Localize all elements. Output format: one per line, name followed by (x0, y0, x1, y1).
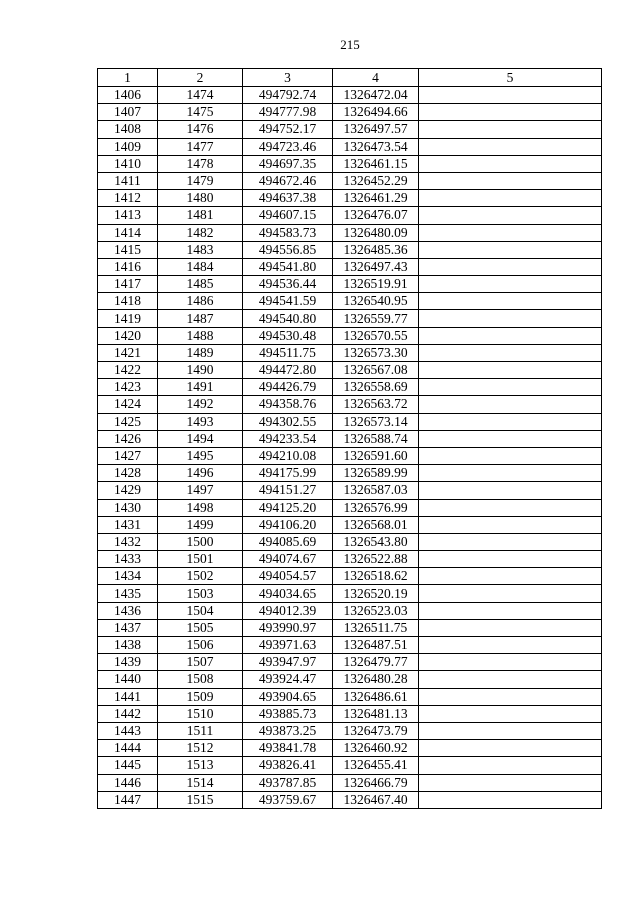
table-cell: 494085.69 (243, 533, 333, 550)
table-cell: 1326523.03 (333, 602, 419, 619)
table-row (98, 310, 602, 327)
table-row (98, 224, 602, 241)
table-cell: 1326466.79 (333, 774, 419, 791)
table-cell: 1492 (158, 396, 243, 413)
table-cell (419, 602, 602, 619)
table-cell (419, 774, 602, 791)
table-cell: 493759.67 (243, 791, 333, 808)
table-cell (419, 138, 602, 155)
table-row (98, 327, 602, 344)
table-row (98, 87, 602, 104)
table-cell: 1482 (158, 224, 243, 241)
table-cell: 1420 (98, 327, 158, 344)
table-cell: 1326486.61 (333, 688, 419, 705)
table-cell: 494540.80 (243, 310, 333, 327)
table-cell: 493947.97 (243, 654, 333, 671)
table-cell: 1507 (158, 654, 243, 671)
table-cell: 494530.48 (243, 327, 333, 344)
table-row (98, 465, 602, 482)
table-cell: 1500 (158, 533, 243, 550)
table-cell: 1416 (98, 258, 158, 275)
table-cell: 1326576.99 (333, 499, 419, 516)
table-row (98, 740, 602, 757)
table-cell: 1483 (158, 241, 243, 258)
table-row (98, 258, 602, 275)
table-cell: 493924.47 (243, 671, 333, 688)
table-row (98, 637, 602, 654)
table-cell: 494607.15 (243, 207, 333, 224)
table-cell: 494637.38 (243, 190, 333, 207)
table-cell (419, 551, 602, 568)
table-cell: 494426.79 (243, 379, 333, 396)
table-row (98, 190, 602, 207)
table-cell: 1326591.60 (333, 447, 419, 464)
table-cell (419, 722, 602, 739)
table-cell: 1427 (98, 447, 158, 464)
table-cell (419, 654, 602, 671)
table-body (98, 87, 602, 809)
table-cell: 1446 (98, 774, 158, 791)
table-row (98, 172, 602, 189)
table-cell: 494358.76 (243, 396, 333, 413)
table-cell (419, 190, 602, 207)
table-cell: 1417 (98, 276, 158, 293)
table-cell: 1326558.69 (333, 379, 419, 396)
table-cell: 494583.73 (243, 224, 333, 241)
table-cell (419, 310, 602, 327)
table-cell: 1326481.13 (333, 705, 419, 722)
table-row (98, 516, 602, 533)
table-row (98, 447, 602, 464)
table-cell: 1429 (98, 482, 158, 499)
table-cell: 1512 (158, 740, 243, 757)
table-row (98, 293, 602, 310)
table-cell: 1326588.74 (333, 430, 419, 447)
table-cell: 1408 (98, 121, 158, 138)
table-cell (419, 121, 602, 138)
table-cell: 494541.59 (243, 293, 333, 310)
table-cell: 1326497.57 (333, 121, 419, 138)
table-cell: 1477 (158, 138, 243, 155)
table-cell (419, 516, 602, 533)
table-cell: 1447 (98, 791, 158, 808)
table-cell (419, 585, 602, 602)
table-cell: 1506 (158, 637, 243, 654)
table-cell (419, 791, 602, 808)
table-row (98, 138, 602, 155)
table-row (98, 499, 602, 516)
table-cell: 1497 (158, 482, 243, 499)
table-cell: 1326472.04 (333, 87, 419, 104)
table-cell: 494556.85 (243, 241, 333, 258)
table-cell: 1326473.54 (333, 138, 419, 155)
table-cell: 494074.67 (243, 551, 333, 568)
table-row (98, 241, 602, 258)
table-cell: 493826.41 (243, 757, 333, 774)
table-header-row (98, 69, 602, 87)
table-row (98, 362, 602, 379)
table-cell: 1441 (98, 688, 158, 705)
table-cell: 494541.80 (243, 258, 333, 275)
table-cell: 494697.35 (243, 155, 333, 172)
table-cell: 1493 (158, 413, 243, 430)
table-cell: 1422 (98, 362, 158, 379)
table-cell: 1419 (98, 310, 158, 327)
table-cell: 1424 (98, 396, 158, 413)
table-cell (419, 155, 602, 172)
table-cell (419, 172, 602, 189)
table-cell: 1326494.66 (333, 104, 419, 121)
column-header: 4 (333, 69, 419, 87)
table-cell (419, 482, 602, 499)
table-cell: 1418 (98, 293, 158, 310)
table-cell (419, 258, 602, 275)
table-row (98, 757, 602, 774)
table-cell: 1326473.79 (333, 722, 419, 739)
table-row (98, 413, 602, 430)
table-cell: 1437 (98, 619, 158, 636)
table-cell: 1410 (98, 155, 158, 172)
table-cell: 1504 (158, 602, 243, 619)
table-cell (419, 104, 602, 121)
table-cell: 494777.98 (243, 104, 333, 121)
table-cell: 1476 (158, 121, 243, 138)
table-row (98, 207, 602, 224)
table-cell (419, 396, 602, 413)
table-cell: 1513 (158, 757, 243, 774)
table-cell: 494723.46 (243, 138, 333, 155)
table-cell: 1326455.41 (333, 757, 419, 774)
table-row (98, 344, 602, 361)
table-cell: 1479 (158, 172, 243, 189)
table-cell (419, 740, 602, 757)
table-cell: 1326467.40 (333, 791, 419, 808)
table-cell: 494752.17 (243, 121, 333, 138)
table-cell: 1326480.09 (333, 224, 419, 241)
table-cell (419, 533, 602, 550)
table-cell: 494511.75 (243, 344, 333, 361)
table-cell: 1326520.19 (333, 585, 419, 602)
table-cell: 1484 (158, 258, 243, 275)
table-cell: 1510 (158, 705, 243, 722)
table-cell (419, 757, 602, 774)
table-cell: 494151.27 (243, 482, 333, 499)
table-cell: 1326573.14 (333, 413, 419, 430)
table-cell: 494125.20 (243, 499, 333, 516)
column-header: 2 (158, 69, 243, 87)
table-cell: 1421 (98, 344, 158, 361)
table-cell: 1326543.80 (333, 533, 419, 550)
table-cell: 493873.25 (243, 722, 333, 739)
table-row (98, 482, 602, 499)
table-cell (419, 447, 602, 464)
table-cell: 1438 (98, 637, 158, 654)
table-cell: 1435 (98, 585, 158, 602)
table-cell: 1326460.92 (333, 740, 419, 757)
page-number: 215 (340, 37, 360, 52)
table-cell: 1440 (98, 671, 158, 688)
table-row (98, 551, 602, 568)
table-cell: 1474 (158, 87, 243, 104)
table-cell: 1326497.43 (333, 258, 419, 275)
table-cell: 1488 (158, 327, 243, 344)
table-cell: 1415 (98, 241, 158, 258)
table-cell: 1434 (98, 568, 158, 585)
table-cell (419, 276, 602, 293)
table-cell: 1445 (98, 757, 158, 774)
table-row (98, 705, 602, 722)
table-cell: 1487 (158, 310, 243, 327)
table-cell: 1501 (158, 551, 243, 568)
table-cell: 1326479.77 (333, 654, 419, 671)
table-cell: 1443 (98, 722, 158, 739)
table-cell: 1444 (98, 740, 158, 757)
table-cell: 493787.85 (243, 774, 333, 791)
table-cell: 1439 (98, 654, 158, 671)
table-cell: 1406 (98, 87, 158, 104)
table-cell: 494233.54 (243, 430, 333, 447)
table-cell: 1326559.77 (333, 310, 419, 327)
table-cell (419, 413, 602, 430)
table-row (98, 568, 602, 585)
table-row (98, 722, 602, 739)
table-cell: 494672.46 (243, 172, 333, 189)
table-cell: 1326452.29 (333, 172, 419, 189)
table-cell (419, 430, 602, 447)
table-cell: 1326589.99 (333, 465, 419, 482)
table-cell: 1430 (98, 499, 158, 516)
table-cell: 494792.74 (243, 87, 333, 104)
table-row (98, 533, 602, 550)
table-cell: 1414 (98, 224, 158, 241)
table-row (98, 671, 602, 688)
table-cell: 1326573.30 (333, 344, 419, 361)
table-cell: 1423 (98, 379, 158, 396)
table-cell: 1326568.01 (333, 516, 419, 533)
table-cell: 1326487.51 (333, 637, 419, 654)
table-row (98, 654, 602, 671)
table-cell (419, 344, 602, 361)
table-row (98, 791, 602, 808)
table-cell: 1486 (158, 293, 243, 310)
table-cell: 1432 (98, 533, 158, 550)
table-cell: 493841.78 (243, 740, 333, 757)
table-cell: 1426 (98, 430, 158, 447)
table-cell: 1503 (158, 585, 243, 602)
table-cell: 1326485.36 (333, 241, 419, 258)
table-row (98, 774, 602, 791)
table-cell: 1326519.91 (333, 276, 419, 293)
table-cell: 494054.57 (243, 568, 333, 585)
table-cell: 1498 (158, 499, 243, 516)
table-cell: 493990.97 (243, 619, 333, 636)
table-cell: 1433 (98, 551, 158, 568)
coordinates-table (97, 68, 602, 809)
table-cell: 1326476.07 (333, 207, 419, 224)
table-cell: 1494 (158, 430, 243, 447)
table-cell: 1475 (158, 104, 243, 121)
table-cell: 494175.99 (243, 465, 333, 482)
table-row (98, 396, 602, 413)
table-cell: 1326511.75 (333, 619, 419, 636)
table-cell: 1442 (98, 705, 158, 722)
table-cell (419, 619, 602, 636)
table-cell: 1425 (98, 413, 158, 430)
table-cell: 494302.55 (243, 413, 333, 430)
table-cell (419, 224, 602, 241)
table-cell: 1509 (158, 688, 243, 705)
table-cell (419, 293, 602, 310)
table-cell: 494012.39 (243, 602, 333, 619)
table-cell: 1499 (158, 516, 243, 533)
table-cell: 1511 (158, 722, 243, 739)
table-row (98, 585, 602, 602)
table-cell: 494034.65 (243, 585, 333, 602)
table-cell: 1491 (158, 379, 243, 396)
table-cell: 1514 (158, 774, 243, 791)
table-cell: 1502 (158, 568, 243, 585)
table-cell: 1496 (158, 465, 243, 482)
table-cell: 1508 (158, 671, 243, 688)
table-cell (419, 379, 602, 396)
column-header: 5 (419, 69, 602, 87)
table-row (98, 155, 602, 172)
table-cell: 1326587.03 (333, 482, 419, 499)
column-header: 1 (98, 69, 158, 87)
table-cell: 1411 (98, 172, 158, 189)
table-cell: 1326567.08 (333, 362, 419, 379)
table-cell (419, 241, 602, 258)
table-row (98, 619, 602, 636)
table-row (98, 104, 602, 121)
table-cell: 1326480.28 (333, 671, 419, 688)
table-cell: 1485 (158, 276, 243, 293)
table-cell: 1481 (158, 207, 243, 224)
table-cell (419, 637, 602, 654)
table-cell: 1515 (158, 791, 243, 808)
table-row (98, 379, 602, 396)
table-row (98, 688, 602, 705)
table-cell: 1428 (98, 465, 158, 482)
table-cell: 1326570.55 (333, 327, 419, 344)
table-cell (419, 705, 602, 722)
table-cell: 1326461.15 (333, 155, 419, 172)
table-row (98, 430, 602, 447)
table-cell: 1436 (98, 602, 158, 619)
table-cell (419, 568, 602, 585)
table-cell: 1326563.72 (333, 396, 419, 413)
table-cell (419, 671, 602, 688)
table-cell (419, 465, 602, 482)
table-cell (419, 207, 602, 224)
table-cell: 1505 (158, 619, 243, 636)
table-row (98, 276, 602, 293)
table-row (98, 602, 602, 619)
table-cell (419, 499, 602, 516)
table-cell (419, 327, 602, 344)
table-cell: 1431 (98, 516, 158, 533)
table-cell: 493971.63 (243, 637, 333, 654)
table-row (98, 121, 602, 138)
table-cell (419, 87, 602, 104)
table-cell: 1490 (158, 362, 243, 379)
table-cell: 1413 (98, 207, 158, 224)
table-cell: 1480 (158, 190, 243, 207)
table-cell: 1495 (158, 447, 243, 464)
table-cell: 494106.20 (243, 516, 333, 533)
table-cell: 1478 (158, 155, 243, 172)
table-cell: 493904.65 (243, 688, 333, 705)
table-cell: 1326518.62 (333, 568, 419, 585)
table-cell: 1326540.95 (333, 293, 419, 310)
table-cell: 494472.80 (243, 362, 333, 379)
column-header: 3 (243, 69, 333, 87)
table-cell: 1407 (98, 104, 158, 121)
table-cell: 494210.08 (243, 447, 333, 464)
table-cell: 1326522.88 (333, 551, 419, 568)
table-cell: 1409 (98, 138, 158, 155)
table-cell: 494536.44 (243, 276, 333, 293)
table-cell: 1412 (98, 190, 158, 207)
table-cell: 1489 (158, 344, 243, 361)
table-cell: 493885.73 (243, 705, 333, 722)
table-cell (419, 688, 602, 705)
table-cell (419, 362, 602, 379)
table-cell: 1326461.29 (333, 190, 419, 207)
